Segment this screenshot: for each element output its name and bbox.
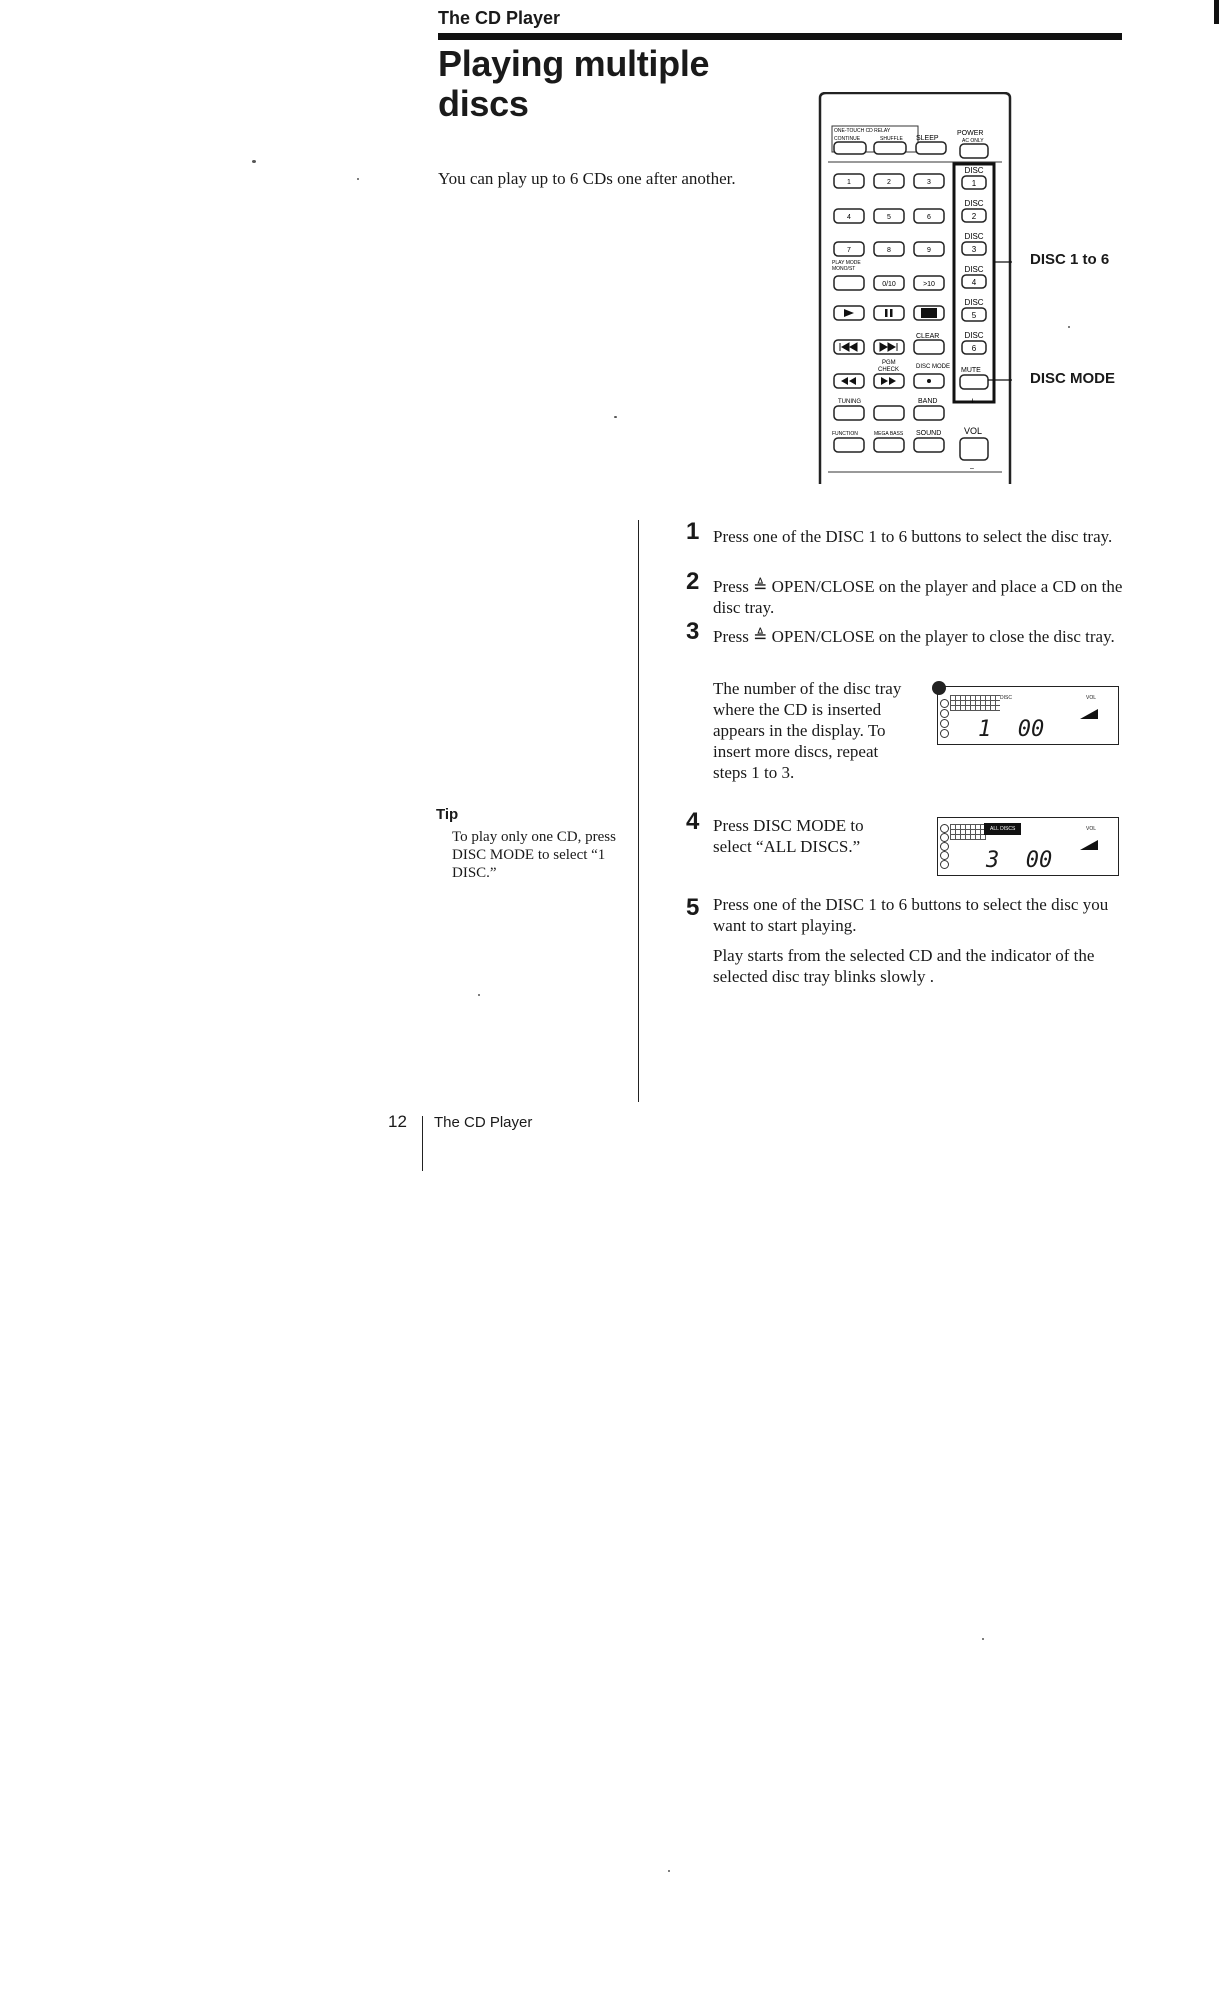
scan-speck: [614, 416, 617, 418]
band-key: [914, 406, 944, 420]
disc-indicator-icon: [932, 681, 946, 695]
step-1-number: 1: [686, 518, 700, 545]
callout-disc-mode: DISC MODE: [1030, 370, 1116, 387]
page-title: Playing multiple discs: [438, 43, 710, 124]
key-over-10: >10: [923, 281, 935, 288]
clear-key: [914, 340, 944, 354]
pgm-label: PGM: [882, 360, 896, 366]
key-8: 8: [887, 247, 891, 254]
disc-label-2: DISC: [964, 199, 984, 208]
scan-speck: [357, 178, 359, 180]
disc-key-5: 5: [971, 311, 977, 320]
step-4-number: 4: [686, 808, 700, 835]
lcd-display-2: [937, 817, 1119, 876]
mute-label: MUTE: [961, 367, 981, 374]
header-rule: [438, 33, 1122, 40]
power-key: [960, 144, 988, 158]
tip-text: To play only one CD, press DISC MODE to select “1 DISC.”: [452, 829, 616, 881]
lcd2-all-discs-label: ALL DISCS: [984, 823, 1021, 835]
intro-text: You can play up to 6 CDs one after another.: [438, 169, 736, 188]
lcd1-readout: 1 00: [978, 717, 1045, 742]
step-5-number: 5: [686, 894, 700, 921]
ac-only-label: AC ONLY: [962, 138, 984, 144]
disc-key-4: 4: [971, 278, 977, 287]
tuning-label: TUNING: [838, 399, 861, 405]
lcd-grid-icon: [950, 695, 1000, 711]
key-5: 5: [887, 214, 891, 221]
key-0-10: 0/10: [882, 281, 896, 288]
vol-plus-label: +: [970, 396, 976, 406]
pause-icon: [885, 309, 888, 317]
key-6: 6: [927, 214, 931, 221]
column-divider: [638, 520, 639, 1102]
lcd2-vol-label: VOL: [1086, 826, 1097, 832]
scan-speck: [668, 1870, 670, 1872]
callout-disc-1-to-6: DISC 1 to 6: [1030, 251, 1110, 268]
step-1-text: Press one of the DISC 1 to 6 buttons to select the disc tray.: [713, 527, 1113, 546]
disc-key-3: 3: [971, 245, 977, 254]
step-5-text: Press one of the DISC 1 to 6 buttons to select the disc you want to start playing.: [713, 895, 1109, 935]
step-3-note: The number of the disc tray where the CD is inserted appears in the display. To insert more discs, repeat steps 1 to 3.: [713, 679, 902, 782]
step-5-note: Play starts from the selected CD and the indicator of the selected disc tray blinks slowly .: [713, 946, 1095, 986]
stop-icon: [921, 308, 937, 318]
disc-mode-label: DISC MODE: [916, 364, 951, 370]
sound-key: [914, 438, 944, 452]
continue-key-label: CONTINUE: [834, 136, 861, 142]
step-2-text: Press ≜ OPEN/CLOSE on the player and place a CD on the disc tray.: [713, 577, 1123, 617]
volume-key: [960, 438, 988, 460]
mono-st-label: MONO/ST: [832, 266, 856, 272]
check-label: CHECK: [878, 367, 900, 373]
scan-speck: [982, 1638, 984, 1640]
key-7: 7: [847, 247, 851, 254]
power-key-label: POWER: [957, 130, 984, 137]
step-2-number: 2: [686, 568, 700, 595]
scan-speck: [252, 160, 256, 163]
key-3: 3: [927, 179, 931, 186]
scan-speck: [1068, 326, 1070, 328]
disc-label-6: DISC: [964, 331, 984, 340]
page-number: 12: [388, 1112, 407, 1131]
lcd2-grid-icon: [950, 824, 986, 840]
band-label: BAND: [918, 398, 938, 405]
vol-minus-label: –: [970, 465, 974, 472]
sound-label: SOUND: [916, 430, 942, 437]
disc-key-6: 6: [971, 344, 977, 353]
lcd2-readout: 3 00: [986, 848, 1053, 873]
disc-label-5: DISC: [964, 298, 984, 307]
disc-label-1: DISC: [964, 166, 984, 175]
vol-label: VOL: [964, 426, 983, 436]
mute-key: [960, 375, 988, 389]
key-4: 4: [847, 214, 851, 221]
footer-rule: [422, 1116, 423, 1171]
step-4-text: Press DISC MODE to select “ALL DISCS.”: [713, 816, 864, 856]
lcd2-volume-bars-icon: [1080, 840, 1098, 850]
remote-control-illustration: [818, 92, 1012, 484]
step-3-text: Press ≜ OPEN/CLOSE on the player to close the disc tray.: [713, 627, 1115, 646]
section-header: The CD Player: [438, 8, 561, 28]
page-edge-mark: [1214, 0, 1219, 24]
clear-label: CLEAR: [916, 333, 940, 340]
lcd1-vol-label: VOL: [1086, 695, 1097, 701]
function-label: FUNCTION: [832, 431, 858, 437]
sleep-key: [916, 142, 946, 154]
play-mode-label: PLAY MODE: [832, 260, 861, 266]
key-1: 1: [847, 179, 851, 186]
key-2: 2: [887, 179, 891, 186]
tip-heading: Tip: [436, 806, 459, 823]
lcd1-disc-label: DISC: [1000, 695, 1012, 701]
key-9: 9: [927, 247, 931, 254]
shuffle-key: [874, 142, 906, 154]
lcd1-volume-bars-icon: [1080, 709, 1098, 719]
scan-speck: [478, 994, 480, 996]
step-3-number: 3: [686, 618, 700, 645]
one-touch-cd-relay-label: ONE-TOUCH CD RELAY: [834, 128, 891, 134]
continue-key: [834, 142, 866, 154]
shuffle-key-label: SHUFFLE: [880, 136, 903, 142]
disc-key-2: 2: [971, 212, 977, 221]
disc-label-3: DISC: [964, 232, 984, 241]
play-mode-key: [834, 276, 864, 290]
disc-label-4: DISC: [964, 265, 984, 274]
disc-key-1: 1: [971, 179, 977, 188]
sleep-key-label: SLEEP: [916, 135, 939, 142]
lcd-display-1: [937, 686, 1119, 745]
footer-section-label: The CD Player: [434, 1114, 533, 1131]
mega-bass-label: MEGA BASS: [874, 431, 904, 437]
